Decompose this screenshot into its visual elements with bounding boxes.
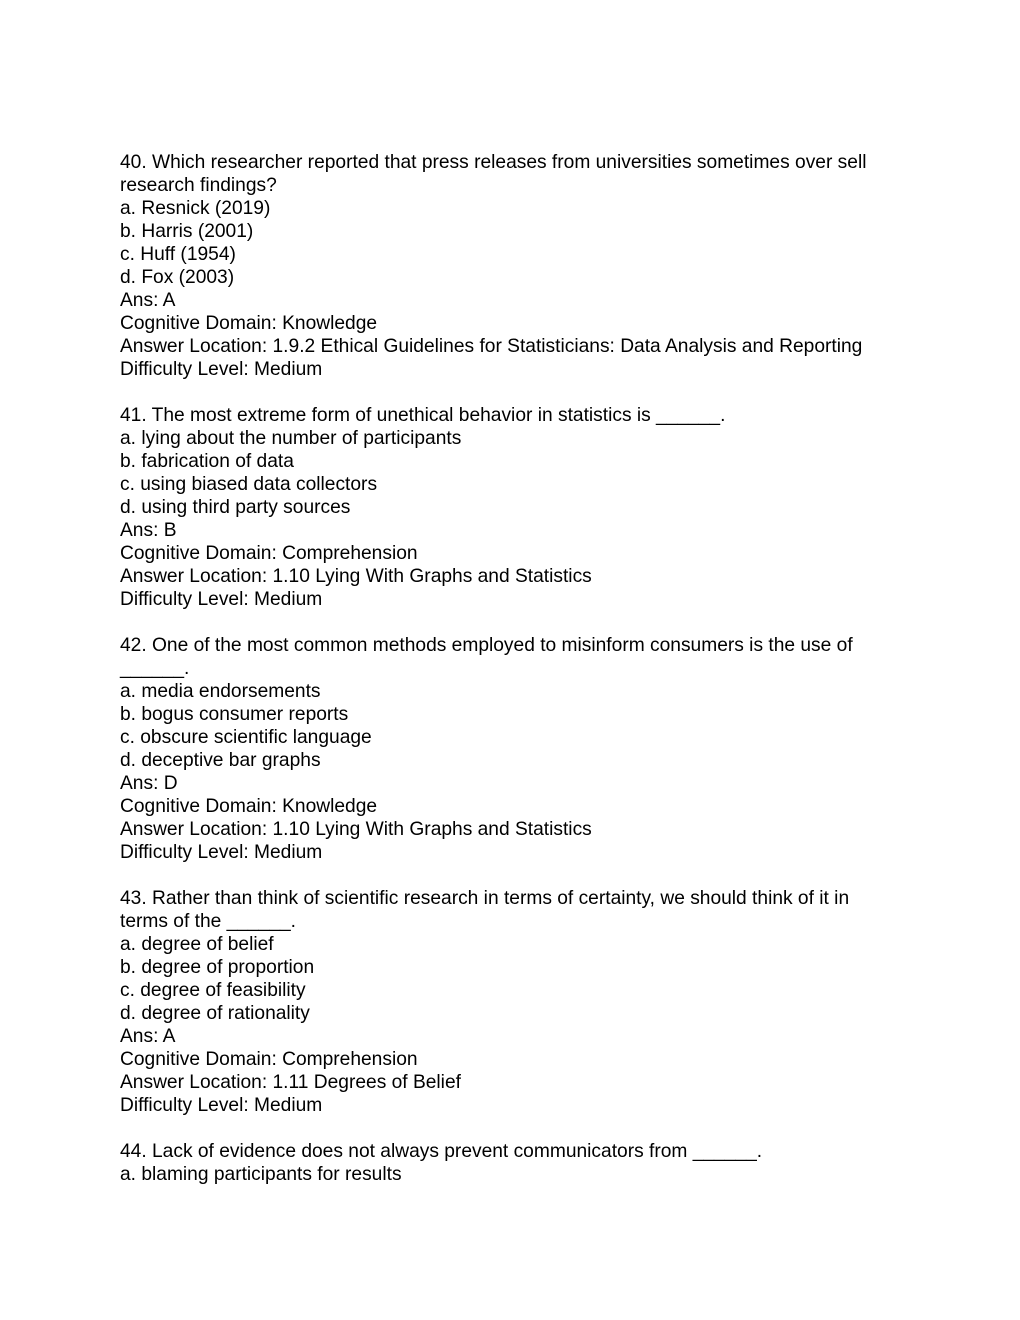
question-stem: terms of the ______. xyxy=(120,911,296,932)
answer-option: a. Resnick (2019) xyxy=(120,198,271,219)
answer-option: c. using biased data collectors xyxy=(120,474,378,495)
answer-option: c. Huff (1954) xyxy=(120,244,236,265)
question-44 xyxy=(120,1140,910,1186)
answer-option: b. Harris (2001) xyxy=(120,221,254,242)
cognitive-domain: Cognitive Domain: Comprehension xyxy=(120,1049,418,1070)
question-stem: research findings? xyxy=(120,175,277,196)
answer-location: Answer Location: 1.11 Degrees of Belief xyxy=(120,1072,461,1093)
difficulty-level: Difficulty Level: Medium xyxy=(120,842,323,863)
answer-option: b. fabrication of data xyxy=(120,451,294,472)
answer-option: a. lying about the number of participants xyxy=(120,428,462,449)
answer-option: a. degree of belief xyxy=(120,934,274,955)
question-stem: 44. Lack of evidence does not always prevent communicators from ______. xyxy=(120,1141,763,1162)
answer-option: a. media endorsements xyxy=(120,681,321,702)
question-41 xyxy=(120,404,910,611)
answer-option: c. obscure scientific language xyxy=(120,727,372,748)
question-stem: 41. The most extreme form of unethical behavior in statistics is ______. xyxy=(120,405,726,426)
question-stem: 42. One of the most common methods employed to misinform consumers is the use of xyxy=(120,635,853,656)
answer-option: c. degree of feasibility xyxy=(120,980,306,1001)
answer-key: Ans: A xyxy=(120,1026,176,1047)
question-40 xyxy=(120,151,910,381)
answer-option: a. blaming participants for results xyxy=(120,1164,402,1185)
answer-option: d. using third party sources xyxy=(120,497,351,518)
question-stem: ______. xyxy=(120,658,190,679)
question-42 xyxy=(120,634,910,864)
cognitive-domain: Cognitive Domain: Knowledge xyxy=(120,796,378,817)
answer-key: Ans: D xyxy=(120,773,178,794)
difficulty-level: Difficulty Level: Medium xyxy=(120,1095,323,1116)
answer-option: b. degree of proportion xyxy=(120,957,315,978)
cognitive-domain: Cognitive Domain: Knowledge xyxy=(120,313,378,334)
answer-key: Ans: B xyxy=(120,520,177,541)
answer-option: d. degree of rationality xyxy=(120,1003,310,1024)
answer-location: Answer Location: 1.9.2 Ethical Guidelines for Statisticians: Data Analysis and Reporting xyxy=(120,336,863,357)
answer-option: d. deceptive bar graphs xyxy=(120,750,321,771)
answer-location: Answer Location: 1.10 Lying With Graphs and Statistics xyxy=(120,819,592,840)
answer-key: Ans: A xyxy=(120,290,176,311)
question-stem: 40. Which researcher reported that press releases from universities sometimes over sell xyxy=(120,152,867,173)
question-43 xyxy=(120,887,910,1117)
difficulty-level: Difficulty Level: Medium xyxy=(120,589,323,610)
difficulty-level: Difficulty Level: Medium xyxy=(120,359,323,380)
document-page xyxy=(120,151,910,1186)
answer-location: Answer Location: 1.10 Lying With Graphs and Statistics xyxy=(120,566,592,587)
answer-option: d. Fox (2003) xyxy=(120,267,235,288)
answer-option: b. bogus consumer reports xyxy=(120,704,349,725)
question-stem: 43. Rather than think of scientific research in terms of certainty, we should think of it in xyxy=(120,888,850,909)
cognitive-domain: Cognitive Domain: Comprehension xyxy=(120,543,418,564)
